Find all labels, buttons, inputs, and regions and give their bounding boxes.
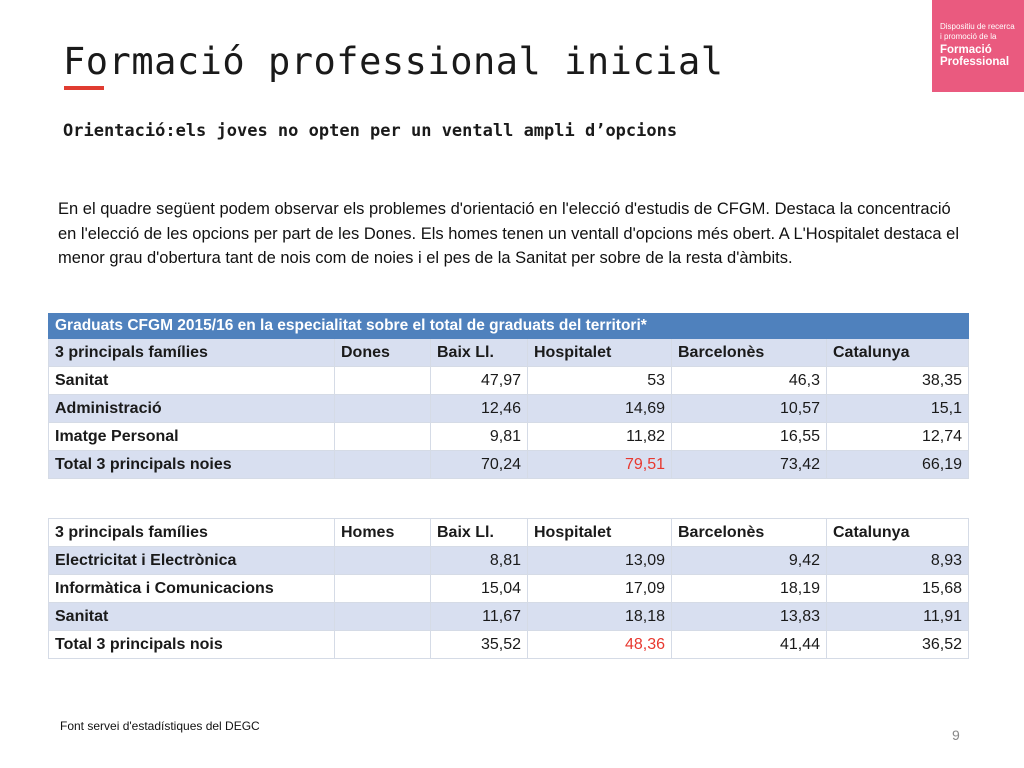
logo <box>932 0 1024 92</box>
table-cell <box>335 603 431 631</box>
column-header: Hospitalet <box>528 339 672 367</box>
table-cell: 18,18 <box>528 603 672 631</box>
table-cell: 9,81 <box>431 423 528 451</box>
logo-line-4: Professional <box>940 56 1010 68</box>
logo-line-2: i promoció de la <box>940 32 997 41</box>
page-title: Formació professional inicial <box>63 40 724 83</box>
row-label: Informàtica i Comunicacions <box>49 575 335 603</box>
table-caption: Graduats CFGM 2015/16 en la especialitat sobre el total de graduats del territori* <box>49 314 969 339</box>
source-note: Font servei d'estadístiques del DEGC <box>60 719 260 733</box>
table-cell: 8,81 <box>431 547 528 575</box>
column-header: Hospitalet <box>528 519 672 547</box>
column-header: Homes <box>335 519 431 547</box>
table-cell: 8,93 <box>827 547 969 575</box>
table-cell: 10,57 <box>672 395 827 423</box>
table-cell: 73,42 <box>672 451 827 479</box>
table-cell: 16,55 <box>672 423 827 451</box>
row-label: Sanitat <box>49 367 335 395</box>
table-cell: 11,82 <box>528 423 672 451</box>
table-cell: 9,42 <box>672 547 827 575</box>
row-label: Total 3 principals nois <box>49 631 335 659</box>
table-cell: 17,09 <box>528 575 672 603</box>
row-label: Administració <box>49 395 335 423</box>
table-cell <box>335 575 431 603</box>
table-cell: 14,69 <box>528 395 672 423</box>
column-header: Baix Ll. <box>431 519 528 547</box>
table-cell <box>335 367 431 395</box>
table-cell: 41,44 <box>672 631 827 659</box>
table-cell <box>335 631 431 659</box>
row-label: Electricitat i Electrònica <box>49 547 335 575</box>
table-cell: 35,52 <box>431 631 528 659</box>
table-cell: 13,83 <box>672 603 827 631</box>
table-row-total <box>49 451 969 479</box>
table-cell: 47,97 <box>431 367 528 395</box>
table-cell: 38,35 <box>827 367 969 395</box>
table-cell: 11,67 <box>431 603 528 631</box>
table-cell-highlight: 48,36 <box>528 631 672 659</box>
table-row-total <box>49 631 969 659</box>
table-row <box>49 395 969 423</box>
page-subtitle: Orientació:els joves no opten per un ventall ampli d’opcions <box>63 121 678 141</box>
table-cell-highlight: 79,51 <box>528 451 672 479</box>
title-accent-bar <box>64 86 104 90</box>
table-cell: 70,24 <box>431 451 528 479</box>
table-cell: 15,04 <box>431 575 528 603</box>
table-cell <box>335 423 431 451</box>
row-label: Sanitat <box>49 603 335 631</box>
intro-paragraph: En el quadre següent podem observar els problemes d'orientació en l'elecció d'estudis de CFGM. Destaca la concentració en l'elecció de les opcions per part de les Dones. Els homes tenen un ventall d'opcions més obert. A L'Hospitalet destaca el menor grau d'obertura tant de nois com de noies i el pes de la Sanitat per sobre de la resta d'àmbits. <box>58 200 959 267</box>
column-header: Baix Ll. <box>431 339 528 367</box>
table-cell: 11,91 <box>827 603 969 631</box>
page-number: 9 <box>952 727 960 743</box>
column-header: 3 principals famílies <box>49 339 335 367</box>
table-row <box>49 547 969 575</box>
table-row <box>49 603 969 631</box>
row-label: Total 3 principals noies <box>49 451 335 479</box>
table-cell: 15,68 <box>827 575 969 603</box>
table-cell: 66,19 <box>827 451 969 479</box>
table-cell: 53 <box>528 367 672 395</box>
table-cell: 15,1 <box>827 395 969 423</box>
table-cell: 36,52 <box>827 631 969 659</box>
column-header: Catalunya <box>827 519 969 547</box>
table-cell: 13,09 <box>528 547 672 575</box>
table-men <box>48 518 969 659</box>
table-row <box>49 575 969 603</box>
table-row <box>49 423 969 451</box>
logo-line-3: Formació <box>940 44 992 56</box>
table-cell: 46,3 <box>672 367 827 395</box>
table-row <box>49 367 969 395</box>
table-cell <box>335 547 431 575</box>
column-header: Catalunya <box>827 339 969 367</box>
row-label: Imatge Personal <box>49 423 335 451</box>
column-header: Barcelonès <box>672 519 827 547</box>
table-women <box>48 313 969 479</box>
table-cell <box>335 451 431 479</box>
logo-line-1: Dispositiu de recerca <box>940 22 1015 31</box>
table-cell: 12,74 <box>827 423 969 451</box>
table-cell: 18,19 <box>672 575 827 603</box>
column-header: Barcelonès <box>672 339 827 367</box>
table-cell <box>335 395 431 423</box>
column-header: 3 principals famílies <box>49 519 335 547</box>
column-header: Dones <box>335 339 431 367</box>
table-cell: 12,46 <box>431 395 528 423</box>
